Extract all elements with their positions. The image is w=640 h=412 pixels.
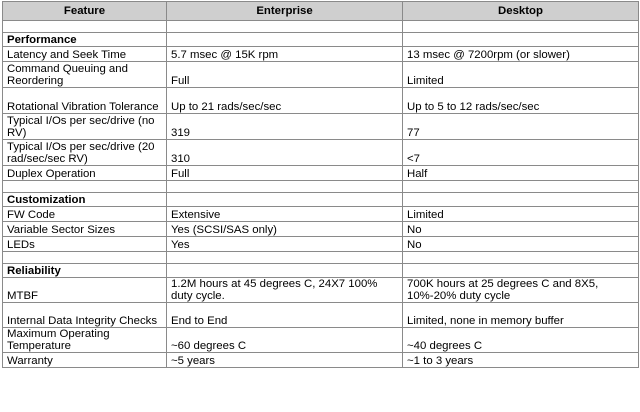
- enterprise-cell: Yes: [167, 237, 403, 252]
- feature-cell: Typical I/Os per sec/drive (20 rad/sec/sec RV): [3, 140, 167, 166]
- desktop-cell: 13 msec @ 7200rpm (or slower): [403, 47, 639, 62]
- feature-cell: Maximum Operating Temperature: [3, 328, 167, 353]
- desktop-cell: No: [403, 237, 639, 252]
- desktop-cell: Limited: [403, 62, 639, 88]
- feature-cell: Typical I/Os per sec/drive (no RV): [3, 114, 167, 140]
- enterprise-cell: End to End: [167, 303, 403, 328]
- table-row: [3, 166, 639, 181]
- feature-cell: Duplex Operation: [3, 166, 167, 181]
- table-row: [3, 114, 639, 140]
- table-row: [3, 207, 639, 222]
- table-row: [3, 88, 639, 114]
- header-enterprise: Enterprise: [167, 2, 403, 21]
- feature-cell: FW Code: [3, 207, 167, 222]
- spacer-row: [3, 181, 639, 193]
- table-row: [3, 237, 639, 252]
- table-row: [3, 303, 639, 328]
- feature-cell: Rotational Vibration Tolerance: [3, 88, 167, 114]
- enterprise-cell: ~60 degrees C: [167, 328, 403, 353]
- desktop-cell: 77: [403, 114, 639, 140]
- enterprise-cell: 1.2M hours at 45 degrees C, 24X7 100% duty cycle.: [167, 278, 403, 303]
- enterprise-cell: 310: [167, 140, 403, 166]
- section-row-customization: [3, 193, 639, 207]
- comparison-table: [2, 1, 639, 368]
- desktop-cell: ~1 to 3 years: [403, 353, 639, 368]
- spacer-row: [3, 21, 639, 33]
- enterprise-cell: 5.7 msec @ 15K rpm: [167, 47, 403, 62]
- table-row: [3, 62, 639, 88]
- spacer-row: [3, 252, 639, 264]
- enterprise-cell: Full: [167, 166, 403, 181]
- enterprise-cell: Extensive: [167, 207, 403, 222]
- table-row: [3, 353, 639, 368]
- table-row: [3, 47, 639, 62]
- desktop-cell: Limited: [403, 207, 639, 222]
- enterprise-cell: Yes (SCSI/SAS only): [167, 222, 403, 237]
- feature-cell: Internal Data Integrity Checks: [3, 303, 167, 328]
- desktop-cell: ~40 degrees C: [403, 328, 639, 353]
- desktop-cell: Up to 5 to 12 rads/sec/sec: [403, 88, 639, 114]
- header-desktop: Desktop: [403, 2, 639, 21]
- desktop-cell: <7: [403, 140, 639, 166]
- feature-cell: MTBF: [3, 278, 167, 303]
- desktop-cell: No: [403, 222, 639, 237]
- section-title-reliability: Reliability: [3, 264, 167, 278]
- feature-cell: Command Queuing and Reordering: [3, 62, 167, 88]
- table-row: [3, 328, 639, 353]
- enterprise-cell: 319: [167, 114, 403, 140]
- enterprise-cell: ~5 years: [167, 353, 403, 368]
- feature-cell: LEDs: [3, 237, 167, 252]
- desktop-cell: Limited, none in memory buffer: [403, 303, 639, 328]
- table-row: [3, 222, 639, 237]
- feature-cell: Warranty: [3, 353, 167, 368]
- section-title-performance: Performance: [3, 33, 167, 47]
- desktop-cell: 700K hours at 25 degrees C and 8X5, 10%-20% duty cycle: [403, 278, 639, 303]
- section-row-performance: [3, 33, 639, 47]
- header-row: [3, 2, 639, 21]
- section-row-reliability: [3, 264, 639, 278]
- table-row: [3, 278, 639, 303]
- enterprise-cell: Up to 21 rads/sec/sec: [167, 88, 403, 114]
- feature-cell: Latency and Seek Time: [3, 47, 167, 62]
- desktop-cell: Half: [403, 166, 639, 181]
- header-feature: Feature: [3, 2, 167, 21]
- section-title-customization: Customization: [3, 193, 167, 207]
- table-row: [3, 140, 639, 166]
- comparison-sheet: [2, 1, 638, 410]
- enterprise-cell: Full: [167, 62, 403, 88]
- feature-cell: Variable Sector Sizes: [3, 222, 167, 237]
